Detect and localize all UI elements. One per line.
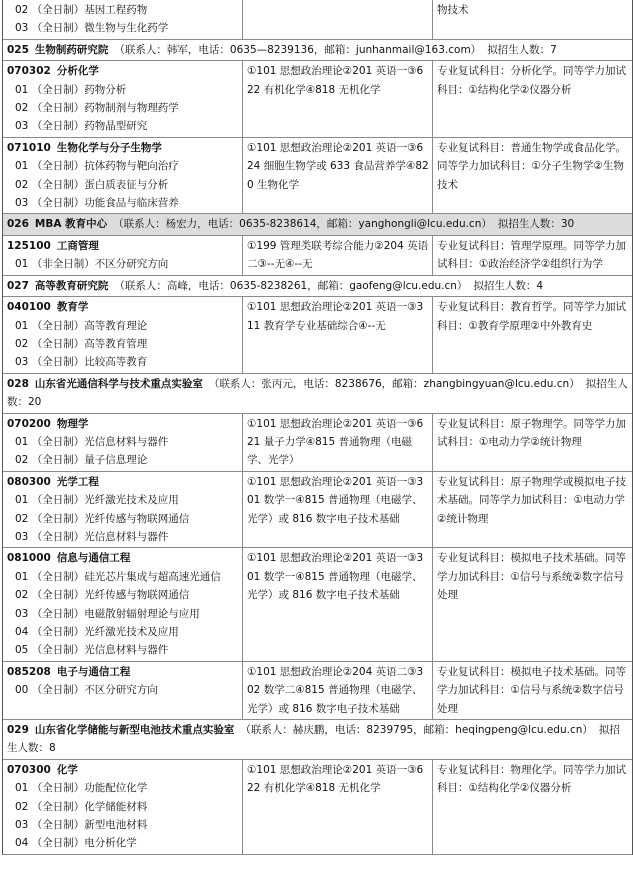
institute-header-row (3, 720, 632, 760)
program-cell (3, 414, 243, 471)
institute-name (7, 378, 203, 390)
program-cell (3, 236, 243, 275)
research-direction: 02 （全日制）量子信息理论 (15, 454, 148, 467)
program-cell (3, 0, 243, 39)
program-code: 125100 (7, 239, 51, 252)
research-direction: 02 （全日制）高等教育管理 (15, 337, 148, 350)
remarks: 专业复试科目：模拟电子技术基础。同等学力加试科目：①信号与系统②数字信号处理 (437, 665, 626, 715)
institute-name (7, 218, 107, 230)
remarks: 专业复试科目：原子物理学或模拟电子技术基础。同等学力加试科目：①电动力学②统计物理 (437, 475, 626, 525)
remarks: 物技术 (437, 4, 469, 16)
institute-quota: 拟招生人数：8 (7, 724, 620, 755)
exam-subjects: ①199 管理类联考综合能力②204 英语二③--无④--无 (247, 239, 429, 271)
program-name: 信息与通信工程 (56, 552, 131, 565)
research-direction: 02 （全日制）基因工程药物 (15, 4, 148, 16)
research-direction: 02 （全日制）光纤传感与物联网通信 (15, 589, 190, 602)
institute-code: 029 (7, 724, 29, 737)
program-cell (3, 760, 243, 854)
program-code: 070302 (7, 65, 51, 78)
program-code: 085208 (7, 665, 51, 678)
program-cell (3, 297, 243, 373)
institute-contact: （联系人：高峰，电话：0635-8238261，邮箱：gaofeng@lcu.edu.cn） (114, 279, 468, 292)
program-row (3, 0, 632, 40)
program-heading (7, 761, 239, 779)
research-direction: 03 （全日制）电磁散射辐射理论与应用 (15, 607, 200, 620)
remarks-cell (433, 662, 632, 719)
program-row (3, 472, 632, 549)
program-code: 040100 (7, 301, 51, 314)
program-code: 071010 (7, 141, 51, 154)
exam-subjects: ①101 思想政治理论②201 英语一③624 细胞生物学或 633 食品营养学④820 生物化学 (247, 141, 429, 191)
program-row (3, 236, 632, 276)
exam-subjects: ①101 思想政治理论②201 英语一③621 量子力学④815 普通物理（电磁学、光学） (247, 417, 424, 467)
institute-header-row (3, 276, 632, 297)
program-cell (3, 61, 243, 137)
exam-subjects-cell (243, 414, 433, 471)
institute-quota: 拟招生人数：7 (487, 43, 557, 56)
institute-contact: （联系人：杨宏力，电话：0635-8238614，邮箱：yanghongli@lcu.edu.cn） (113, 218, 492, 231)
program-name: 分析化学 (56, 65, 99, 78)
institute-code: 027 (7, 279, 29, 292)
institute-name (7, 280, 108, 292)
research-direction: 01 （非全日制）不区分研究方向 (15, 258, 169, 271)
research-direction: 00 （全日制）不区分研究方向 (15, 684, 158, 697)
program-cell (3, 662, 243, 719)
research-direction: 01 （全日制）功能配位化学 (15, 782, 148, 795)
research-direction: 02 （全日制）药物制剂与物理药学 (15, 102, 179, 115)
research-direction: 01 （全日制）高等教育理论 (15, 319, 148, 332)
program-heading (7, 62, 239, 80)
exam-subjects-cell (243, 472, 433, 548)
exam-subjects: ①101 思想政治理论②201 英语一③622 有机化学④818 无机化学 (247, 65, 424, 96)
program-heading (7, 298, 239, 316)
institute-contact: （联系人：韩军，电话：0635—8239136，邮箱：junhanmail@163.com） (114, 43, 482, 56)
research-direction: 01 （全日制）光纤激光技术及应用 (15, 494, 179, 507)
remarks-cell (433, 61, 632, 137)
exam-subjects-cell (243, 236, 433, 275)
exam-subjects: ①101 思想政治理论②201 英语一③311 教育学专业基础综合④--无 (247, 301, 424, 332)
research-direction: 05 （全日制）光信息材料与器件 (15, 644, 169, 657)
remarks-cell (433, 760, 632, 854)
exam-subjects-cell (243, 0, 433, 39)
program-code: 081000 (7, 552, 51, 565)
program-row (3, 61, 632, 138)
remarks-cell (433, 138, 632, 214)
exam-subjects-cell (243, 760, 433, 854)
research-direction: 03 （全日制）新型电池材料 (15, 819, 148, 832)
exam-subjects-cell (243, 61, 433, 137)
program-name: 工商管理 (56, 239, 99, 252)
institute-quota: 拟招生人数：4 (473, 279, 544, 292)
program-heading (7, 473, 239, 491)
exam-subjects-cell (243, 662, 433, 719)
program-code: 070200 (7, 417, 51, 430)
exam-subjects: ①101 思想政治理论②201 英语一③301 数学一④815 普通物理（电磁学、光学）或 816 数字电子技术基础 (247, 552, 424, 602)
remarks: 专业复试科目：分析化学。同等学力加试科目：①结构化学②仪器分析 (437, 65, 626, 96)
program-heading (7, 237, 239, 255)
exam-subjects-cell (243, 138, 433, 214)
program-row (3, 548, 632, 661)
research-direction: 03 （全日制）微生物与生化药学 (15, 22, 169, 35)
research-direction: 02 （全日制）光纤传感与物联网通信 (15, 512, 190, 525)
research-direction: 02 （全日制）化学储能材料 (15, 800, 148, 813)
remarks: 专业复试科目：物理化学。同等学力加试科目：①结构化学②仪器分析 (437, 763, 626, 795)
remarks: 专业复试科目：普通生物学或食品化学。同等学力加试科目：①分子生物学②生物技术 (437, 141, 626, 191)
institute-header-row (3, 214, 632, 235)
institute-name (7, 724, 234, 736)
institute-code: 026 (7, 218, 29, 231)
exam-subjects: ①101 思想政治理论②201 英语一③301 数学一④815 普通物理（电磁学、光学）或 816 数字电子技术基础 (247, 475, 424, 525)
program-row (3, 297, 632, 374)
program-name: 生物化学与分子生物学 (56, 141, 162, 154)
program-row (3, 414, 632, 472)
program-name: 化学 (56, 763, 78, 776)
remarks-cell (433, 236, 632, 275)
exam-subjects-cell (243, 548, 433, 660)
research-direction: 01 （全日制）药物分析 (15, 83, 127, 96)
institute-quota: 拟招生人数：30 (497, 218, 575, 231)
program-heading (7, 549, 239, 567)
research-direction: 03 （全日制）功能食品与临床营养 (15, 197, 179, 210)
program-cell (3, 472, 243, 548)
program-code: 080300 (7, 475, 51, 488)
program-cell (3, 548, 243, 660)
institute-header-row (3, 40, 632, 61)
remarks-cell (433, 548, 632, 660)
remarks: 专业复试科目：管理学原理。同等学力加试科目：①政治经济学②组织行为学 (437, 239, 626, 271)
research-direction: 03 （全日制）药物晶型研究 (15, 120, 148, 133)
remarks-cell (433, 0, 632, 39)
research-direction: 03 （全日制）光信息材料与器件 (15, 530, 169, 543)
remarks: 专业复试科目：教育哲学。同等学力加试科目：①教育学原理②中外教育史 (437, 301, 626, 332)
institute-contact: （联系人：赫庆鹏，电话：8239795，邮箱：heqingpeng@lcu.edu.cn） (240, 724, 593, 737)
research-direction: 01 （全日制）光信息材料与器件 (15, 435, 169, 448)
program-name: 物理学 (56, 417, 89, 430)
program-cell (3, 138, 243, 214)
institute-title: 高等教育研究院 (34, 279, 109, 292)
exam-subjects: ①101 思想政治理论②201 英语一③622 有机化学④818 无机化学 (247, 763, 424, 795)
remarks-cell (433, 414, 632, 471)
remarks: 专业复试科目：模拟电子技术基础。同等学力加试科目：①信号与系统②数字信号处理 (437, 552, 626, 602)
institute-title: 山东省化学储能与新型电池技术重点实验室 (34, 724, 235, 737)
exam-subjects-cell (243, 297, 433, 373)
institute-code: 025 (7, 43, 29, 56)
research-direction: 03 （全日制）比较高等教育 (15, 356, 148, 369)
institute-title: MBA 教育中心 (34, 218, 108, 231)
research-direction: 04 （全日制）电分析化学 (15, 837, 137, 850)
institute-name (7, 44, 108, 56)
remarks-cell (433, 472, 632, 548)
program-heading (7, 139, 239, 157)
remarks-cell (433, 297, 632, 373)
program-code: 070300 (7, 763, 51, 776)
program-name: 电子与通信工程 (56, 665, 131, 678)
institute-header-row (3, 374, 632, 414)
institute-title: 山东省光通信科学与技术重点实验室 (34, 377, 203, 390)
remarks: 专业复试科目：原子物理学。同等学力加试科目：①电动力学②统计物理 (437, 417, 626, 448)
institute-quota: 拟招生人数：20 (7, 377, 628, 409)
institute-code: 028 (7, 377, 29, 390)
research-direction: 02 （全日制）蛋白质表征与分析 (15, 178, 169, 191)
exam-subjects: ①101 思想政治理论②204 英语二③302 数学二④815 普通物理（电磁学、光学）或 816 数字电子技术基础 (247, 665, 424, 715)
program-name: 光学工程 (56, 475, 99, 488)
research-direction: 04 （全日制）光纤激光技术及应用 (15, 626, 179, 638)
research-direction: 01 （全日制）硅光芯片集成与超高速光通信 (15, 570, 221, 583)
program-row (3, 760, 632, 855)
program-heading (7, 663, 239, 681)
research-direction: 01 （全日制）抗体药物与靶向治疗 (15, 160, 179, 173)
institute-title: 生物制药研究院 (34, 43, 109, 56)
program-row (3, 138, 632, 215)
institute-contact: （联系人：张丙元，电话：8238676，邮箱：zhangbingyuan@lcu.edu.cn） (208, 377, 580, 390)
program-name: 教育学 (56, 301, 89, 314)
program-heading (7, 415, 239, 433)
admissions-catalog-table (2, 0, 633, 855)
program-row (3, 662, 632, 720)
